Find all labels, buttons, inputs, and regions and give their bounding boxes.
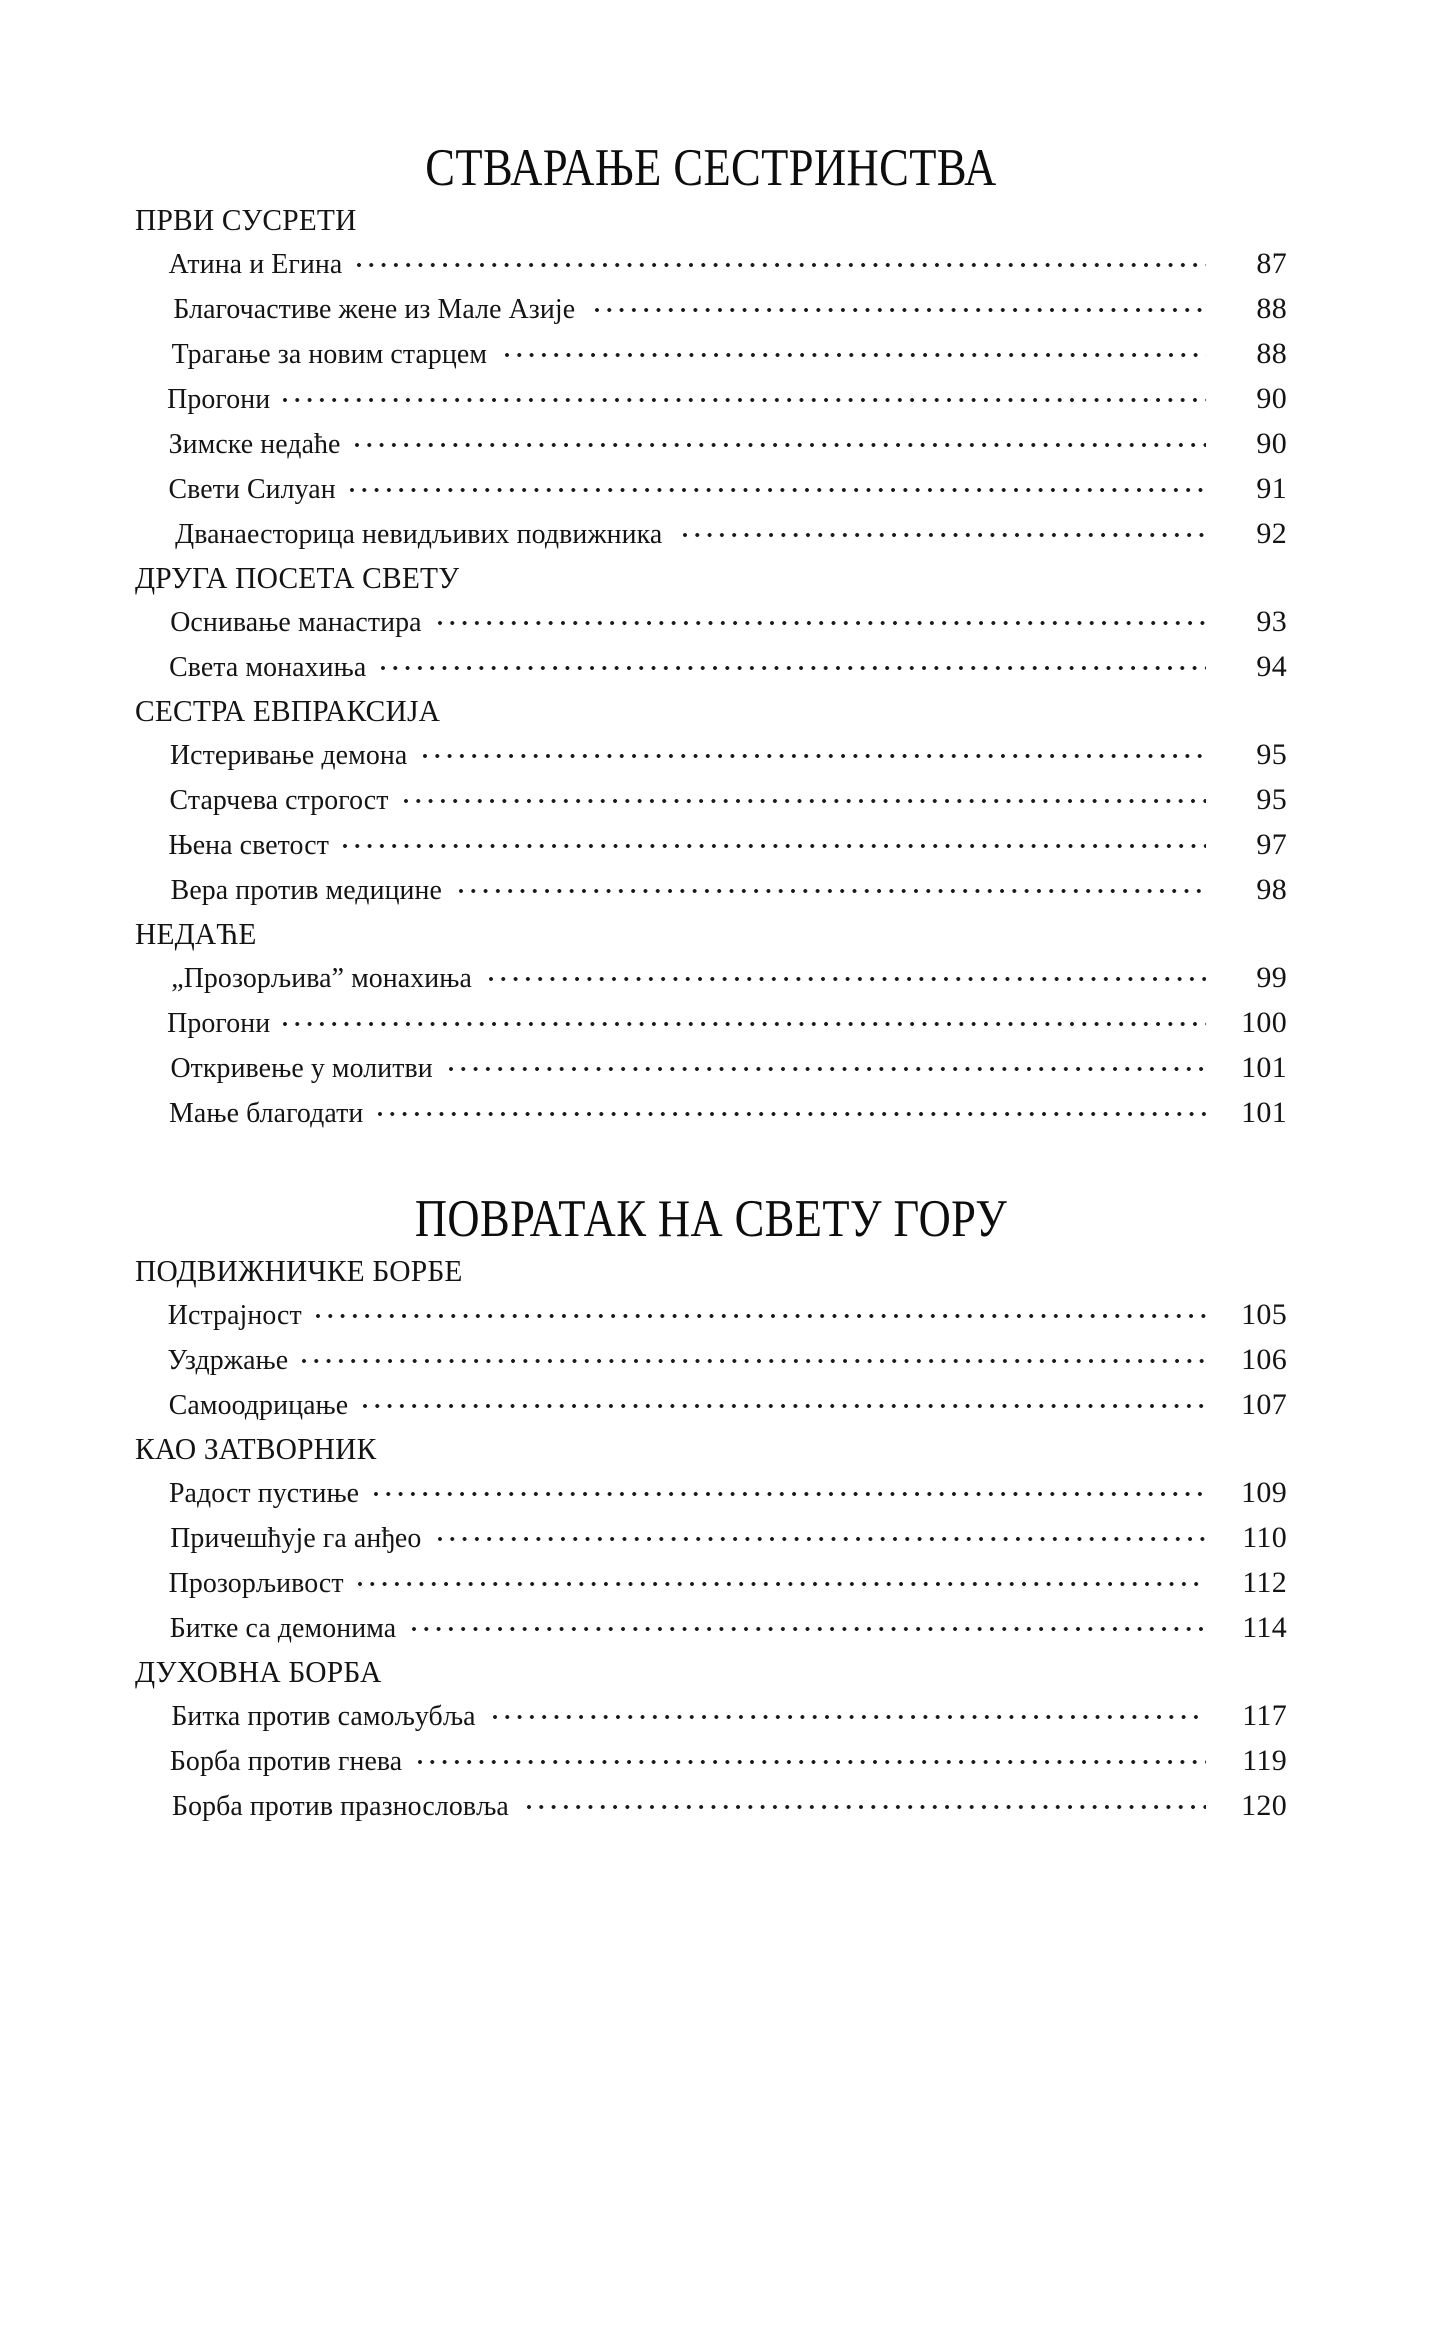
toc-entry-label: Причешћује га анђео (170, 1522, 422, 1555)
toc-entry-page-number: 90 (1256, 427, 1287, 461)
toc-entry-label: Битке са демонима (169, 1612, 397, 1645)
toc-entry-label: Радост пустиње (168, 1477, 360, 1510)
toc-entry-page-number: 114 (1242, 1611, 1287, 1645)
toc-entry[interactable] (165, 1468, 1287, 1513)
toc-entry-page-number: 95 (1256, 783, 1287, 817)
dot-leader (357, 244, 1206, 273)
toc-entry-label: Трагање за новим старцем (171, 338, 488, 371)
toc-entry[interactable] (165, 820, 1287, 865)
toc-entry[interactable] (165, 865, 1287, 910)
toc-entry-label: Благочастиве жене из Мале Азије (173, 293, 576, 326)
toc-entry-page-number: 105 (1241, 1298, 1287, 1332)
toc-entry[interactable] (165, 1088, 1287, 1133)
toc-entry-label: Прогони (167, 383, 271, 416)
dot-leader (404, 780, 1206, 809)
toc-entry-label: Прозорљивост (168, 1567, 344, 1600)
toc-entry-page-number: 98 (1256, 873, 1287, 907)
toc-entry[interactable] (165, 1380, 1287, 1425)
dot-leader (423, 735, 1206, 764)
toc-entry-page-number: 95 (1256, 738, 1287, 772)
toc-entry-page-number: 109 (1241, 1476, 1287, 1510)
toc-entry[interactable] (165, 284, 1287, 329)
toc-entry-label: Зимске недаће (168, 428, 341, 461)
toc-entry-page-number: 101 (1241, 1051, 1287, 1085)
dot-leader (350, 469, 1206, 498)
toc-entry-page-number: 88 (1256, 337, 1287, 371)
toc-entry[interactable] (165, 642, 1287, 687)
dot-leader (378, 1093, 1206, 1122)
section-heading: ДУХОВНА БОРБА (135, 1654, 382, 1690)
toc-entry-label: Самоодрицање (168, 1389, 349, 1422)
dot-leader (343, 825, 1206, 854)
toc-entry-label: Откривење у молитви (170, 1052, 433, 1085)
toc-entry[interactable] (165, 509, 1287, 554)
toc-entry-label: Борба против гнева (169, 1745, 403, 1778)
toc-entry-label: Старчева строгост (169, 784, 389, 817)
toc-entry-label: Њена светост (168, 829, 329, 862)
dot-leader (438, 1518, 1206, 1547)
dot-leader (459, 870, 1206, 899)
toc-entry-page-number: 100 (1241, 1006, 1287, 1040)
part-title: СТВАРАЊЕ СЕСТРИНСТВА (425, 139, 997, 197)
toc-entry-page-number: 87 (1256, 247, 1287, 281)
section-heading: ДРУГА ПОСЕТА СВЕТУ (135, 560, 460, 596)
toc-entry-label: Битка против самољубља (171, 1700, 476, 1733)
toc-entry[interactable] (165, 239, 1287, 284)
toc-entry-label: Прогони (167, 1007, 271, 1040)
toc-entry-label: Дванаесторица невидљивих подвижника (175, 518, 663, 551)
toc-entry-page-number: 91 (1256, 472, 1287, 506)
toc-entry[interactable] (165, 1781, 1287, 1826)
section-heading: СЕСТРА ЕВПРАКСИЈА (135, 693, 441, 729)
toc-entry[interactable] (165, 998, 1287, 1043)
toc-entry-label: Борба против празнословља (172, 1790, 509, 1823)
section-heading: ПОДВИЖНИЧКЕ БОРБЕ (135, 1253, 463, 1289)
dot-leader (683, 514, 1206, 543)
toc-entry-page-number: 120 (1241, 1789, 1287, 1823)
toc-entry-page-number: 107 (1241, 1388, 1287, 1422)
toc-entry[interactable] (165, 1691, 1287, 1736)
toc-entry[interactable] (165, 953, 1287, 998)
section-heading: НЕДАЋЕ (135, 916, 257, 952)
toc-entry-label: Мање благодати (169, 1097, 364, 1130)
toc-content (135, 140, 1287, 1838)
section-heading: ПРВИ СУСРЕТИ (135, 202, 357, 238)
toc-entry-page-number: 110 (1242, 1521, 1287, 1555)
toc-entry-page-number: 117 (1242, 1699, 1287, 1733)
toc-entry-page-number: 106 (1241, 1343, 1287, 1377)
toc-entry-page-number: 112 (1242, 1566, 1287, 1600)
toc-entry[interactable] (165, 775, 1287, 820)
toc-entry[interactable] (165, 1290, 1287, 1335)
dot-leader (489, 958, 1206, 987)
toc-entry-page-number: 92 (1256, 517, 1287, 551)
toc-entry[interactable] (165, 329, 1287, 374)
toc-entry-label: Истеривање демона (169, 739, 408, 772)
toc-entry[interactable] (165, 419, 1287, 464)
dot-leader (283, 379, 1206, 408)
toc-entry-label: Оснивање манастира (170, 606, 422, 639)
toc-part (135, 140, 1287, 1133)
toc-entry-label: „Прозорљива” монахиња (171, 962, 472, 995)
dot-leader (302, 1340, 1206, 1369)
dot-leader (358, 1563, 1206, 1592)
toc-entry-label: Света монахиња (169, 651, 367, 684)
toc-entry[interactable] (165, 1736, 1287, 1781)
dot-leader (283, 1003, 1206, 1032)
part-title: ПОВРАТАК НА СВЕТУ ГОРУ (414, 1190, 1008, 1249)
dot-leader (374, 1473, 1206, 1502)
dot-leader (595, 289, 1206, 318)
toc-entry-label: Уздржање (167, 1344, 289, 1377)
toc-entry-label: Истрајност (167, 1299, 302, 1332)
toc-part (135, 1191, 1287, 1826)
toc-entry[interactable] (165, 374, 1287, 419)
toc-entry[interactable] (165, 464, 1287, 509)
toc-entry-label: Атина и Егина (168, 248, 343, 281)
toc-entry[interactable] (165, 730, 1287, 775)
dot-leader (412, 1608, 1206, 1637)
dot-leader (418, 1741, 1206, 1770)
dot-leader (316, 1295, 1206, 1324)
dot-leader (527, 1786, 1206, 1815)
toc-entry[interactable] (165, 1603, 1287, 1648)
dot-leader (493, 1696, 1206, 1725)
toc-entry[interactable] (165, 1558, 1287, 1603)
dot-leader (505, 334, 1206, 363)
toc-entry-page-number: 88 (1256, 292, 1287, 326)
toc-entry-page-number: 90 (1256, 382, 1287, 416)
toc-entry-label: Свети Силуан (168, 473, 336, 506)
toc-entry-page-number: 94 (1256, 650, 1287, 684)
toc-entry-page-number: 101 (1241, 1096, 1287, 1130)
toc-entry-page-number: 93 (1256, 605, 1287, 639)
toc-entry[interactable] (165, 597, 1287, 642)
toc-entry-label: Вера против медицине (170, 874, 443, 907)
toc-entry[interactable] (165, 1335, 1287, 1380)
toc-entry[interactable] (165, 1043, 1287, 1088)
toc-entry-page-number: 119 (1242, 1744, 1287, 1778)
dot-leader (355, 424, 1206, 453)
dot-leader (363, 1385, 1206, 1414)
toc-entry[interactable] (165, 1513, 1287, 1558)
section-heading: КАО ЗАТВОРНИК (135, 1431, 377, 1467)
dot-leader (449, 1048, 1206, 1077)
dot-leader (438, 602, 1206, 631)
dot-leader (381, 647, 1206, 676)
toc-entry-page-number: 99 (1256, 961, 1287, 995)
toc-entry-page-number: 97 (1256, 828, 1287, 862)
